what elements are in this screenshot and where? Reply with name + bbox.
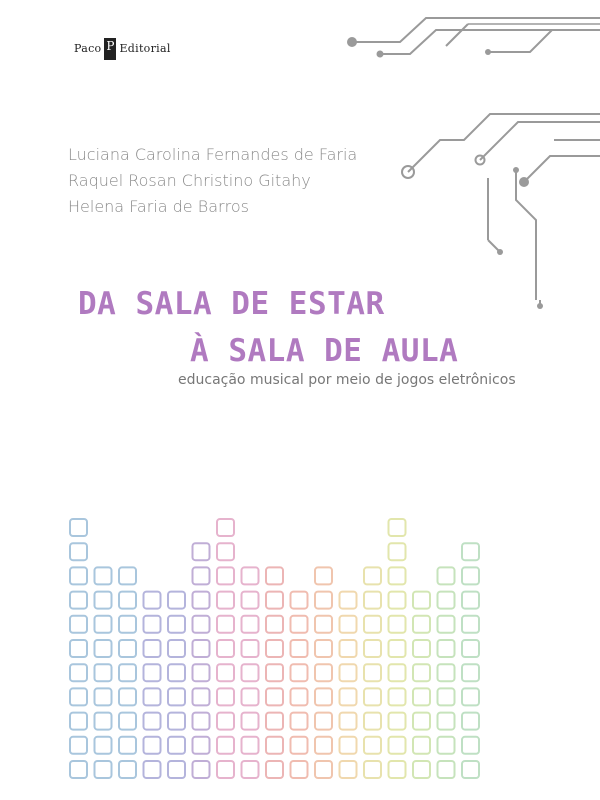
- equalizer-square: [340, 688, 357, 705]
- equalizer-square: [144, 688, 161, 705]
- equalizer-square: [168, 688, 185, 705]
- equalizer-square: [291, 761, 308, 778]
- equalizer-square: [119, 713, 136, 730]
- equalizer-square: [144, 592, 161, 609]
- equalizer-square: [462, 761, 479, 778]
- equalizer-square: [438, 567, 455, 584]
- equalizer-square: [438, 592, 455, 609]
- equalizer-square: [389, 761, 406, 778]
- equalizer-square: [242, 616, 259, 633]
- equalizer-square: [462, 688, 479, 705]
- equalizer-square: [315, 664, 332, 681]
- equalizer-square: [438, 713, 455, 730]
- equalizer-square: [70, 543, 87, 560]
- equalizer-square: [389, 688, 406, 705]
- equalizer-square: [291, 592, 308, 609]
- equalizer-square: [193, 543, 210, 560]
- equalizer-square: [70, 688, 87, 705]
- equalizer-square: [413, 664, 430, 681]
- equalizer-square: [364, 567, 381, 584]
- equalizer-square: [119, 761, 136, 778]
- equalizer-square: [242, 688, 259, 705]
- equalizer-square: [242, 567, 259, 584]
- equalizer-square: [266, 616, 283, 633]
- equalizer-square: [119, 737, 136, 754]
- equalizer-square: [95, 761, 112, 778]
- title-line-1: DA SALA DE ESTAR: [78, 286, 385, 322]
- equalizer-square: [462, 592, 479, 609]
- equalizer-square: [462, 737, 479, 754]
- equalizer-square: [291, 616, 308, 633]
- equalizer-square: [193, 713, 210, 730]
- equalizer-square: [340, 640, 357, 657]
- publisher-name-left: Paco: [74, 42, 102, 55]
- equalizer-square: [144, 664, 161, 681]
- equalizer-square: [389, 543, 406, 560]
- equalizer-square: [364, 737, 381, 754]
- equalizer-square: [168, 640, 185, 657]
- equalizer-square: [193, 664, 210, 681]
- equalizer-square: [95, 640, 112, 657]
- equalizer-square: [291, 640, 308, 657]
- equalizer-square: [364, 640, 381, 657]
- equalizer-square: [144, 737, 161, 754]
- equalizer-square: [242, 761, 259, 778]
- equalizer-square: [70, 713, 87, 730]
- equalizer-square: [193, 737, 210, 754]
- equalizer-square: [95, 616, 112, 633]
- equalizer-square: [217, 664, 234, 681]
- equalizer-square: [217, 567, 234, 584]
- equalizer-square: [70, 761, 87, 778]
- equalizer-square: [266, 713, 283, 730]
- author-name: Helena Faria de Barros: [68, 197, 249, 216]
- equalizer-square: [266, 567, 283, 584]
- equalizer-square: [340, 713, 357, 730]
- equalizer-square: [438, 737, 455, 754]
- equalizer-square: [70, 737, 87, 754]
- equalizer-square: [315, 616, 332, 633]
- equalizer-square: [217, 761, 234, 778]
- equalizer-square: [364, 688, 381, 705]
- equalizer-square: [266, 761, 283, 778]
- equalizer-square: [95, 567, 112, 584]
- equalizer-square: [95, 688, 112, 705]
- equalizer-square: [389, 592, 406, 609]
- equalizer-square: [438, 664, 455, 681]
- equalizer-square: [340, 737, 357, 754]
- equalizer-square: [217, 640, 234, 657]
- equalizer-square: [315, 761, 332, 778]
- equalizer-square: [462, 543, 479, 560]
- subtitle: educação musical por meio de jogos eletrônicos: [178, 372, 516, 388]
- equalizer-square: [193, 567, 210, 584]
- equalizer-square: [413, 688, 430, 705]
- equalizer-square: [315, 592, 332, 609]
- equalizer-square: [217, 713, 234, 730]
- equalizer-square: [438, 761, 455, 778]
- equalizer-square: [413, 761, 430, 778]
- equalizer-square: [144, 713, 161, 730]
- equalizer-square: [266, 592, 283, 609]
- equalizer-square: [364, 592, 381, 609]
- equalizer-square: [340, 761, 357, 778]
- equalizer-square: [70, 519, 87, 536]
- equalizer-square: [340, 616, 357, 633]
- publisher-mark: P: [104, 38, 116, 60]
- equalizer-square: [413, 713, 430, 730]
- author-list: [68, 142, 357, 220]
- equalizer-square: [462, 640, 479, 657]
- equalizer-square: [95, 664, 112, 681]
- author-name: Raquel Rosan Christino Gitahy: [68, 171, 311, 190]
- equalizer-square: [193, 688, 210, 705]
- equalizer-square: [168, 616, 185, 633]
- equalizer-square: [242, 664, 259, 681]
- equalizer-square: [193, 640, 210, 657]
- equalizer-square: [266, 640, 283, 657]
- equalizer-square: [413, 616, 430, 633]
- equalizer-square: [462, 713, 479, 730]
- equalizer-square: [193, 761, 210, 778]
- equalizer-square: [389, 616, 406, 633]
- equalizer-square: [291, 713, 308, 730]
- equalizer-square: [291, 737, 308, 754]
- equalizer-square: [315, 737, 332, 754]
- equalizer-square: [144, 616, 161, 633]
- equalizer-square: [95, 592, 112, 609]
- equalizer-square: [217, 543, 234, 560]
- equalizer-square: [95, 737, 112, 754]
- equalizer-square: [217, 688, 234, 705]
- equalizer-square: [413, 592, 430, 609]
- equalizer-square: [266, 737, 283, 754]
- equalizer-square: [462, 664, 479, 681]
- equalizer-square: [340, 664, 357, 681]
- equalizer-square: [144, 640, 161, 657]
- equalizer-square: [364, 664, 381, 681]
- equalizer-square: [119, 616, 136, 633]
- equalizer-square: [70, 616, 87, 633]
- equalizer-square: [266, 664, 283, 681]
- equalizer-square: [438, 616, 455, 633]
- equalizer-square: [438, 688, 455, 705]
- equalizer-square: [413, 737, 430, 754]
- equalizer-square: [389, 519, 406, 536]
- equalizer-square: [315, 640, 332, 657]
- equalizer-square: [168, 713, 185, 730]
- equalizer-square: [70, 640, 87, 657]
- equalizer-square: [389, 737, 406, 754]
- equalizer-square: [315, 713, 332, 730]
- equalizer-square: [364, 713, 381, 730]
- title-line-2: À SALA DE AULA: [190, 333, 459, 369]
- equalizer-square: [217, 519, 234, 536]
- equalizer-square: [242, 592, 259, 609]
- equalizer-square: [217, 737, 234, 754]
- equalizer-square: [438, 640, 455, 657]
- equalizer-square: [242, 713, 259, 730]
- equalizer-square: [168, 737, 185, 754]
- equalizer-square: [95, 713, 112, 730]
- equalizer-square: [462, 567, 479, 584]
- equalizer-square: [70, 567, 87, 584]
- equalizer-square: [389, 640, 406, 657]
- equalizer-square: [70, 664, 87, 681]
- equalizer-square: [413, 640, 430, 657]
- equalizer-square: [119, 592, 136, 609]
- circuit-lines: [340, 0, 600, 320]
- equalizer-square: [315, 567, 332, 584]
- equalizer-square: [168, 761, 185, 778]
- equalizer-square: [266, 688, 283, 705]
- publisher-logo: [74, 38, 171, 60]
- equalizer-square: [168, 664, 185, 681]
- publisher-name-right: Editorial: [119, 42, 171, 55]
- equalizer-square: [242, 640, 259, 657]
- equalizer-square: [70, 592, 87, 609]
- equalizer-square: [462, 616, 479, 633]
- equalizer-square: [119, 640, 136, 657]
- equalizer-square: [217, 592, 234, 609]
- equalizer-square: [217, 616, 234, 633]
- equalizer-square: [389, 713, 406, 730]
- equalizer-square: [291, 688, 308, 705]
- equalizer-square: [168, 592, 185, 609]
- author-name: Luciana Carolina Fernandes de Faria: [68, 145, 358, 164]
- equalizer-square: [364, 761, 381, 778]
- equalizer-square: [389, 567, 406, 584]
- equalizer-square: [144, 761, 161, 778]
- equalizer-square: [119, 567, 136, 584]
- equalizer-square: [291, 664, 308, 681]
- equalizer-square: [340, 592, 357, 609]
- equalizer-square: [315, 688, 332, 705]
- equalizer-square: [242, 737, 259, 754]
- equalizer-square: [193, 616, 210, 633]
- equalizer-square: [364, 616, 381, 633]
- equalizer-square: [119, 664, 136, 681]
- equalizer-square: [193, 592, 210, 609]
- equalizer-square: [389, 664, 406, 681]
- equalizer-square: [119, 688, 136, 705]
